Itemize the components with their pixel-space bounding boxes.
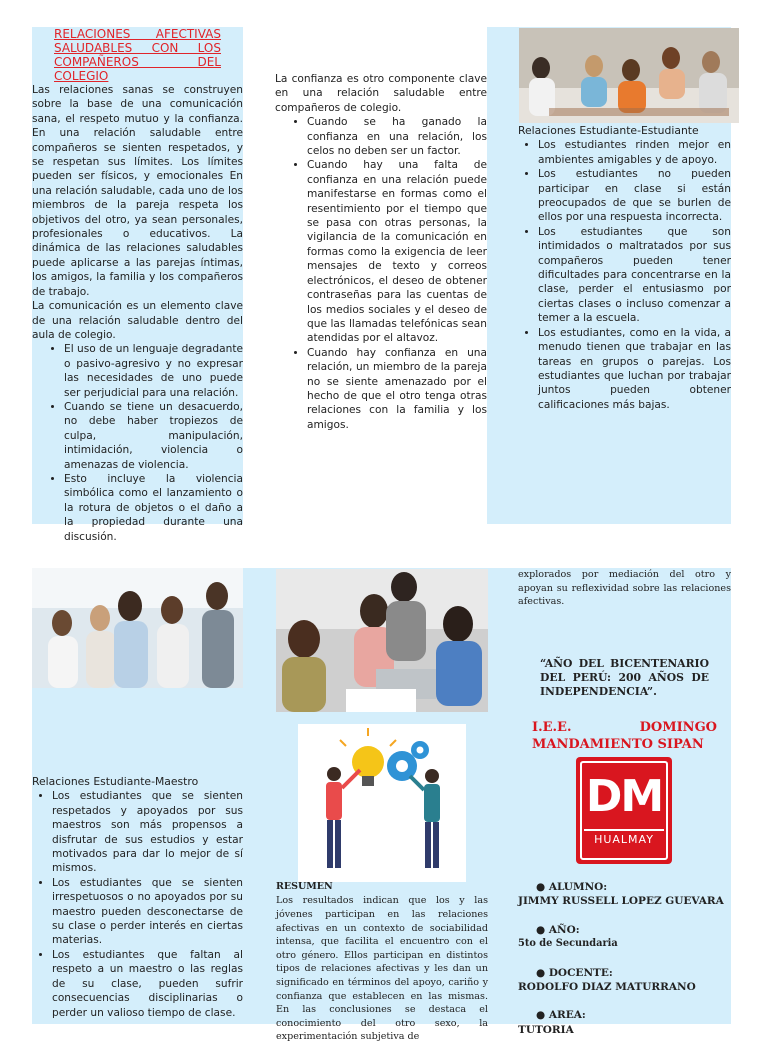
student-value: JIMMY RUSSELL LOPEZ GUEVARA	[518, 895, 724, 908]
list-item: • Los estudiantes que faltan al respeto a un maestro o las reglas de su clase, pueden sufrir consecuencias disciplinarias o perder un valioso tiempo de clase.	[52, 948, 243, 1020]
summary-text: Los resultados indican que los y las jóvenes participan en las relaciones afectivas en un contexto de sociabilidad intensa, que facilita el encuentro con el otro género. Ellos participan en distintos tipos de relaciones afectivas y les dan un significado en términos del apoyo, cariño y confianza que establecen en las mismas. En las conclusiones se destaca el conocimiento del otro sexo, la experimentación subjetiva de	[276, 895, 488, 1043]
column-student-teacher	[32, 775, 243, 1020]
list-item: • Cuando hay una falta de confianza en una relación puede manifestarse en formas como el resentimiento por el tiempo que se pasa con otras personas, la vigilancia de la comunicación en formas como la exigencia de leer mensajes de texto y correos electrónicos, el deseo de obtener contraseñas para las cuentas de los medios sociales y el deseo de que las llamadas telefónicas sean atendidas por el altavoz.	[307, 158, 487, 345]
list-item: • Los estudiantes que son intimidados o maltratados por sus compañeros pueden tener dificultades para concentrarse en la clase, perder el entusiasmo por ciertas clases o incluso comenzar a temer a la escuela.	[538, 225, 731, 326]
school-name: I.E.E. DOMINGO MANDAMIENTO SIPAN	[532, 719, 717, 752]
teamwork-illustration	[298, 724, 466, 882]
logo-initials: DM	[585, 771, 663, 822]
info-field-student	[518, 880, 731, 909]
list-item: • Los estudiantes que se sienten irrespetuosos o no apoyados por su maestro pueden desconectarse de su clase o perder interés en ciertas materias.	[52, 876, 243, 948]
teacher-label: ● DOCENTE:	[536, 966, 613, 979]
year-motto: “AÑO DEL BICENTENARIO DEL PERÚ: 200 AÑOS DE INDEPENDENCIA”.	[540, 656, 709, 698]
student-teacher-heading: Relaciones Estudiante-Maestro	[32, 775, 199, 788]
list-item: • Esto incluye la violencia simbólica como el lanzamiento o la rotura de objetos o el daño a la propiedad durante una discusión.	[64, 472, 243, 544]
list-item: • Cuando se ha ganado la confianza en una relación, los celos no deben ser un factor.	[307, 115, 487, 158]
list-item: • Los estudiantes no pueden participar en clase si están preocupados de que se burlen de ellos por una respuesta incorrecta.	[538, 167, 731, 225]
student-label: ● ALUMNO:	[536, 881, 608, 893]
column-student-student	[518, 124, 731, 412]
year-value: 5to de Secundaria	[518, 938, 618, 950]
area-label: ● AREA:	[536, 1009, 586, 1022]
document-title: RELACIONES AFECTIVAS SALUDABLES CON LOS COMPAÑEROS DEL COLEGIO	[54, 27, 221, 83]
teacher-value: RODOLFO DIAZ MATURRANO	[518, 981, 696, 994]
column-healthy-relationships	[32, 27, 243, 544]
student-student-heading: Relaciones Estudiante-Estudiante	[518, 124, 699, 137]
column-cover	[518, 568, 731, 753]
list-item: • Los estudiantes, como en la vida, a menudo tienen que trabajar en las tareas en grupos o parejas. Los estudiantes que luchan por trabajar juntos pueden obtener calificaciones más bajas.	[538, 326, 731, 412]
summary-title: RESUMEN	[276, 881, 333, 892]
intro-paragraph: Las relaciones sanas se construyen sobre la base de una comunicación sana, el respeto mutuo y la confianza. En una relación saludable entre compañeros se sienten respetados, y se respetan sus límites. Los límites pueden ser físicos, y emocionales En una relación saludable, cada uno de los miembros de la pareja respeta los objetivos del otro, ya sean personales, profesionales o educativos. La dinámica de las relaciones saludables puede aplicarse a las parejas íntimas, los amigos, la familia y los compañeros de trabajo.	[32, 84, 243, 298]
logo-place: HUALMAY	[584, 829, 664, 847]
info-field-teacher	[518, 966, 731, 995]
list-item: • Cuando se tiene un desacuerdo, no debe haber tropiezos de culpa, manipulación, intimidación, violencia o amenazas de violencia.	[64, 400, 243, 472]
list-item: • El uso de un lenguaje degradante o pasivo-agresivo y no expresar las necesidades de uno puede ser perjudicial para una relación.	[64, 342, 243, 400]
column-trust	[275, 72, 487, 432]
area-value: TUTORIA	[518, 1023, 574, 1036]
student-student-list	[518, 138, 731, 412]
celebrating-team-photo	[32, 568, 243, 688]
list-item: • Los estudiantes que se sienten respetados y apoyados por sus maestros son más propensos a disfrutar de sus estudios y estar motivados para dar lo mejor de sí mismos.	[52, 789, 243, 875]
year-label: ● AÑO:	[536, 923, 580, 936]
meeting-photo	[276, 569, 488, 712]
column-summary	[276, 880, 488, 1044]
student-info	[518, 880, 731, 1037]
school-logo	[576, 757, 672, 864]
trust-paragraph: La confianza es otro componente clave en una relación saludable entre compañeros de colegio.	[275, 73, 487, 114]
communication-list	[32, 342, 243, 544]
communication-paragraph: La comunicación es un elemento clave de una relación saludable dentro del aula de colegio.	[32, 300, 243, 341]
summary-continuation: explorados por mediación del otro y apoyan su reflexividad sobre las relaciones afectivas.	[518, 569, 731, 608]
info-field-area	[518, 1008, 731, 1037]
trust-list	[275, 115, 487, 432]
info-field-year	[518, 923, 731, 952]
list-item: • Los estudiantes rinden mejor en ambientes amigables y de apoyo.	[538, 138, 731, 167]
list-item: • Cuando hay confianza en una relación, un miembro de la pareja no se siente amenazado por el hecho de que el otro tenga otras relaciones con la familia y los amigos.	[307, 346, 487, 432]
students-group-photo	[519, 28, 739, 123]
student-teacher-list	[32, 789, 243, 1020]
